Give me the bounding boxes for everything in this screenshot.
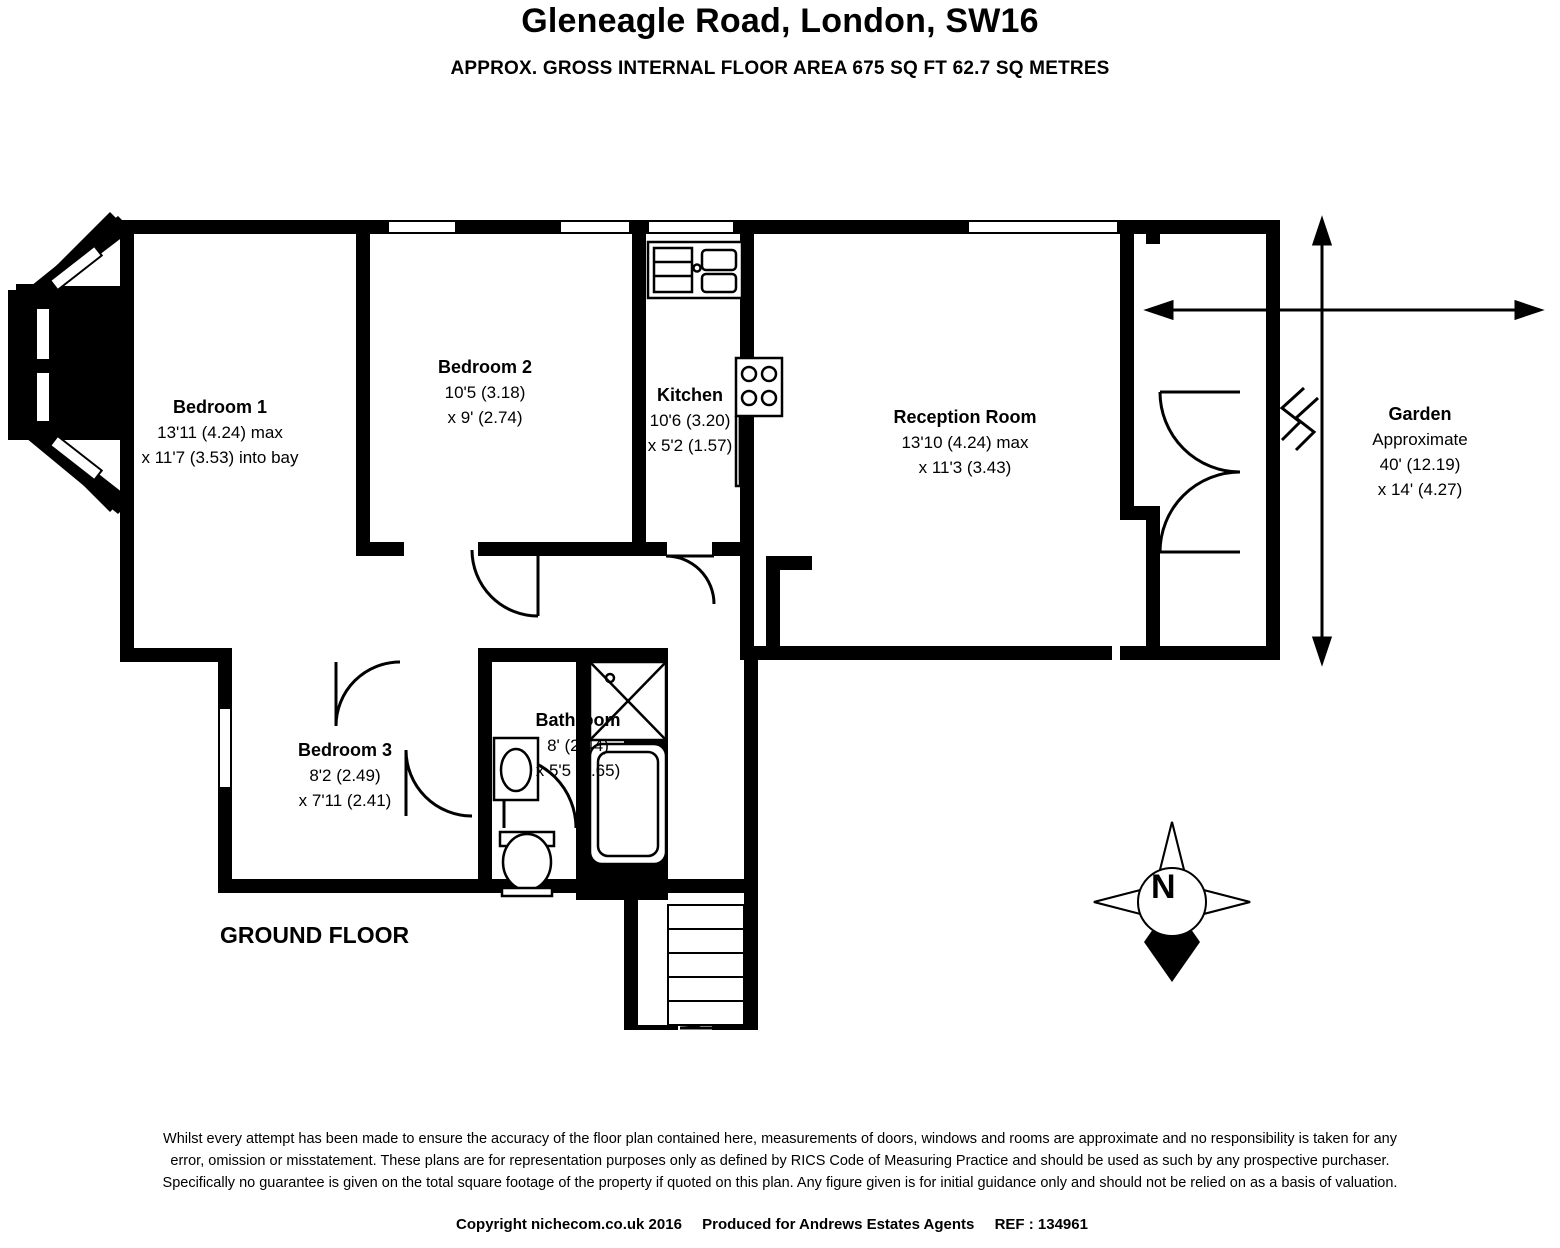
room-label-bedroom-3 — [230, 738, 460, 813]
room-name: Reception Room — [893, 407, 1037, 427]
floor-plan-drawing — [0, 150, 1560, 1030]
room-dimension-1: 13'10 (4.24) max — [901, 433, 1029, 452]
room-name: Bedroom 1 — [172, 397, 268, 417]
room-label-kitchen — [590, 383, 790, 458]
produced-for-text: Produced for Andrews Estates Agents — [702, 1216, 975, 1233]
room-dimension-1: 13'11 (4.24) max — [157, 423, 283, 442]
room-label-bedroom-2 — [370, 355, 600, 430]
compass-north-letter: N — [1151, 868, 1176, 906]
room-dimension-2: 40' (12.19) — [1379, 455, 1461, 474]
disclaimer-line-3: Specifically no guarantee is given on the total square footage of the property if quoted on this plan. Any figure given is for initial guidance only and should not be relied on as a basis of valuation. — [162, 1175, 1398, 1191]
room-name: Bedroom 2 — [437, 357, 533, 377]
room-name: Garden — [1388, 404, 1452, 424]
floor-area-subtitle: APPROX. GROSS INTERNAL FLOOR AREA 675 SQ FT 62.7 SQ METRES — [450, 58, 1110, 79]
room-label-bedroom-1 — [60, 395, 380, 470]
room-dimension-1: 8' (2.44) — [547, 736, 609, 755]
room-dimension-2: x 9' (2.74) — [447, 408, 523, 427]
page-title: Gleneagle Road, London, SW16 — [521, 2, 1039, 40]
disclaimer-line-2: error, omission or misstatement. These plans are for representation purposes only as defined by RICS Code of Measuring Practice and should be used as such by any prospective purchaser. — [170, 1153, 1390, 1169]
reference-text: REF : 134961 — [994, 1216, 1088, 1233]
room-dimension-2: x 5'2 (1.57) — [647, 436, 733, 455]
room-dimension-3: x 14' (4.27) — [1377, 480, 1463, 499]
room-name: Kitchen — [656, 385, 723, 405]
room-label-bathroom — [468, 708, 688, 783]
copyright-text: Copyright nichecom.co.uk 2016 — [456, 1216, 682, 1233]
room-dimension-1: 10'5 (3.18) — [444, 383, 526, 402]
wall-structure — [8, 212, 1280, 1030]
room-label-reception-room — [810, 405, 1120, 480]
room-name: Bathroom — [535, 710, 621, 730]
room-dimension-1: 10'6 (3.20) — [649, 411, 731, 430]
disclaimer-text — [30, 1128, 1530, 1194]
floor-label: GROUND FLOOR — [220, 922, 410, 948]
disclaimer-line-1: Whilst every attempt has been made to ensure the accuracy of the floor plan contained here, measurements of doors, windows and rooms are approximate and no responsibility is taken for any — [163, 1131, 1397, 1147]
room-dimension-2: x 11'7 (3.53) into bay — [141, 448, 299, 467]
room-dimension-2: x 5'5 (1.65) — [535, 761, 621, 780]
room-dimension-1: Approximate — [1372, 430, 1468, 449]
room-name: Bedroom 3 — [297, 740, 393, 760]
room-dimension-1: 8'2 (2.49) — [309, 766, 381, 785]
footer-credits — [0, 1216, 1560, 1233]
room-label-garden — [1300, 402, 1540, 502]
room-dimension-2: x 11'3 (3.43) — [918, 458, 1012, 477]
room-dimension-2: x 7'11 (2.41) — [298, 791, 392, 810]
